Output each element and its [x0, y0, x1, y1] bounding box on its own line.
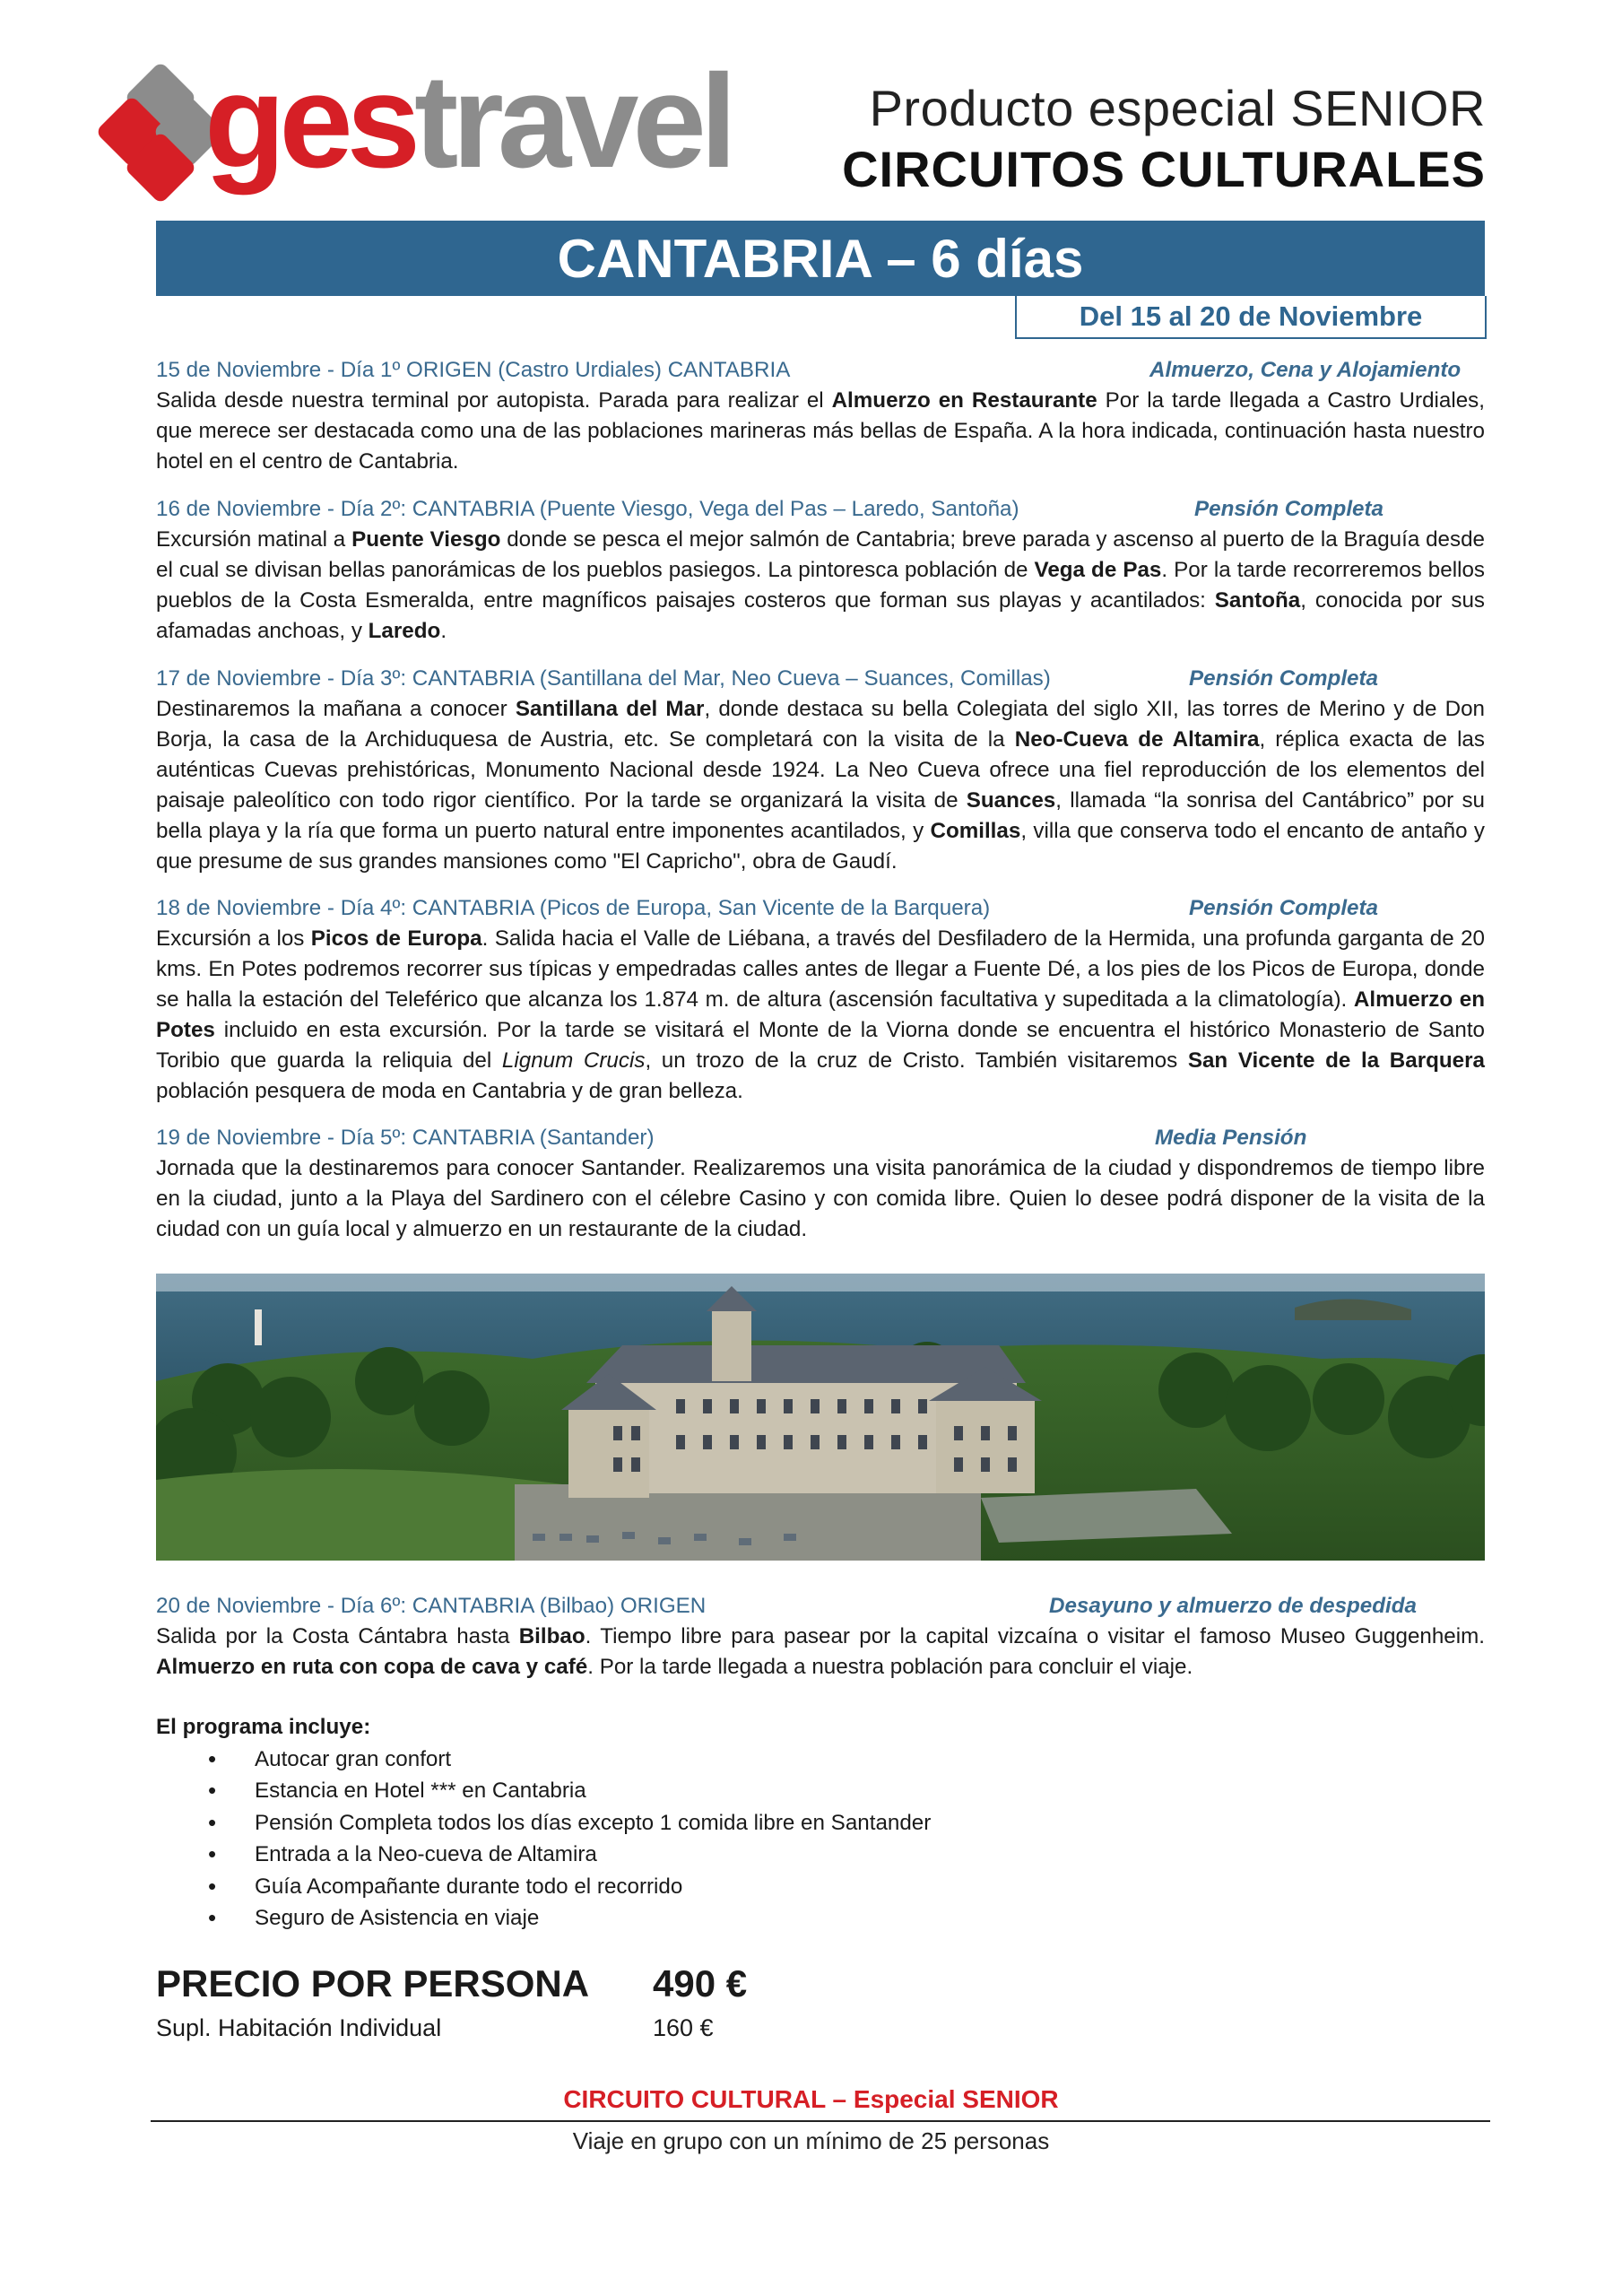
header-line2: CIRCUITOS CULTURALES [842, 141, 1486, 197]
list-item: • Autocar gran confort [156, 1744, 931, 1776]
header-titles [842, 79, 1486, 201]
bold-text: Santoña [1214, 588, 1301, 613]
logo-ges: ges [204, 48, 415, 196]
title-banner [156, 221, 1485, 296]
day-meals: Pensión Completa [1189, 666, 1379, 691]
bold-text: Picos de Europa [310, 926, 482, 951]
day-section [156, 1591, 1485, 1683]
list-item: • Pensión Completa todos los días excepto 1 comida libre en Santander [156, 1807, 931, 1839]
bold-text: Vega de Pas [1034, 558, 1162, 582]
day-section [156, 1123, 1485, 1245]
day-text: Excursión a los Picos de Europa. Salida hacia el Valle de Liébana, a través del Desfiladero de la Hermida, una profunda garganta de 20 kms. En Potes podremos recorrer sus típicas y empedradas calles antes de llegar a Fuente Dé, a los pies de los Picos de Europa, donde se halla la estación del Teleférico que alcanza los 1.874 m. de altura (ascensión facultativa y supeditada a la climatología). Almuerzo en Potes incluido en esta excursión. Por la tarde se visitará el Monte de la Viorna donde se encuentra el histórico Monasterio de Santo Toribio que guarda la reliquia del Lignum Crucis, un trozo de la cruz de Cristo. También visitaremos San Vicente de la Barquera población pesquera de moda en Cantabria y de gran belleza. [156, 926, 1486, 1103]
day-heading [156, 494, 1485, 525]
supplement-value: 160 € [653, 2014, 714, 2041]
tour-dates [1015, 296, 1487, 339]
footer-title: CIRCUITO CULTURAL – Especial SENIOR [563, 2085, 1059, 2113]
price-value: 490 € [653, 1962, 748, 2005]
day-meals: Pensión Completa [1194, 497, 1384, 521]
footer-subtitle: Viaje en grupo con un mínimo de 25 personas [572, 2127, 1050, 2154]
supplement-label: Supl. Habitación Individual [156, 2014, 442, 2041]
day-meals: Almuerzo, Cena y Alojamiento [1149, 358, 1462, 382]
bold-text: Almuerzo en Restaurante [831, 388, 1097, 413]
day-text: Destinaremos la mañana a conocer Santillana del Mar, donde destaca su bella Colegiata del siglo XII, las torres de Merino y de Don Borja, la casa de la Archiduquesa de Austria, etc. Se completará con la visita de la Neo-Cueva de Altamira, réplica exacta de las auténticas Cuevas prehistóricas, Monumento Nacional desde 1924. La Neo Cueva ofrece una fiel reproducción de los elementos del paisaje paleolítico con todo rigor científico. Por la tarde se organizará la visita de Suances, llamada “la sonrisa del Cantábrico” por su bella playa y la ría que forma un puerto natural entre imponentes acantilados, y Comillas, villa que conserva todo el encanto de antaño y que presume de sus grandes mansiones como "El Capricho", obra de Gaudí. [156, 697, 1485, 874]
includes-list [156, 1744, 931, 1935]
day-section [156, 893, 1485, 1107]
program-includes [156, 1711, 931, 1935]
day-text: Jornada que la destinaremos para conocer Santander. Realizaremos una visita panorámica de la ciudad y dispondremos de tiempo libre en la ciudad, junto a la Playa del Sardinero con el célebre Casino y con comida libre. Quien lo desee podrá disponer de la visita de la ciudad con un guía local y almuerzo en un restaurante de la ciudad. [156, 1156, 1485, 1241]
bold-text: Santillana del Mar [515, 697, 705, 721]
list-item: • Estancia en Hotel *** en Cantabria [156, 1775, 931, 1807]
list-item: • Seguro de Asistencia en viaje [156, 1902, 931, 1935]
bold-text: Almuerzo en Potes [156, 987, 1486, 1042]
header-line1: Producto especial SENIOR [869, 80, 1486, 136]
list-item: • Guía Acompañante durante todo el recorrido [156, 1871, 931, 1903]
day-section [156, 494, 1485, 647]
logo-wordmark [204, 50, 731, 194]
bold-text: Laredo [368, 619, 441, 643]
day-meals: Desayuno y almuerzo de despedida [1049, 1594, 1417, 1618]
logo-travel: travel [414, 48, 731, 196]
day-section [156, 664, 1485, 877]
day-heading [156, 355, 1485, 386]
footer-divider [151, 2120, 1490, 2122]
day-heading [156, 1591, 1485, 1622]
day-title: 16 de Noviembre - Día 2º: CANTABRIA (Puente Viesgo, Vega del Pas – Laredo, Santoña) [156, 497, 1019, 521]
day-text: Excursión matinal a Puente Viesgo donde se pesca el mejor salmón de Cantabria; breve parada y ascenso al puerto de la Braguía desde el cual se divisan bellas panorámicas de los pueblos pasiegos. La pintoresca población de Vega de Pas. Por la tarde recorreremos bellos pueblos de la Costa Esmeralda, entre magníficos paisajes costeros que forman sus playas y acantilados: Santoña, conocida por sus afamadas anchoas, y Laredo. [156, 527, 1485, 643]
tour-dates-text: Del 15 al 20 de Noviembre [1079, 300, 1423, 332]
bold-text: Comillas [930, 819, 1021, 843]
bold-text: San Vicente de la Barquera [1187, 1048, 1486, 1073]
day-text: Salida desde nuestra terminal por autopista. Parada para realizar el Almuerzo en Restaurante Por la tarde llegada a Castro Urdiales, que merece ser destacada como una de las poblaciones marineras más bellas de España. A la hora indicada, continuación hasta nuestro hotel en el centro de Cantabria. [156, 388, 1485, 474]
day-heading [156, 893, 1485, 924]
bold-text: Almuerzo en ruta con copa de cava y café [156, 1655, 588, 1679]
bold-text: Suances [966, 788, 1056, 813]
day-heading [156, 664, 1485, 694]
day-meals: Media Pensión [1155, 1126, 1307, 1150]
tour-title: CANTABRIA – 6 días [557, 228, 1084, 289]
day-section [156, 355, 1485, 477]
palace-photo [156, 1274, 1485, 1561]
day-meals: Pensión Completa [1189, 896, 1379, 920]
day-title: 19 de Noviembre - Día 5º: CANTABRIA (Santander) [156, 1126, 655, 1150]
price-label: PRECIO POR PERSONA [156, 1962, 590, 2005]
day-title: 15 de Noviembre - Día 1º ORIGEN (Castro Urdiales) CANTABRIA [156, 358, 791, 382]
includes-title: El programa incluye: [156, 1715, 371, 1739]
day-title: 18 de Noviembre - Día 4º: CANTABRIA (Picos de Europa, San Vicente de la Barquera) [156, 896, 991, 920]
bold-text: Puente Viesgo [351, 527, 501, 552]
gestravel-logo [106, 48, 731, 204]
day-text: Salida por la Costa Cántabra hasta Bilbao. Tiempo libre para pasear por la capital vizcaína o visitar el famoso Museo Guggenheim. Almuerzo en ruta con copa de cava y café. Por la tarde llegada a nuestra población para concluir el viaje. [156, 1624, 1485, 1679]
bold-text: Neo-Cueva de Altamira [1014, 727, 1260, 752]
emphasis-text: Lignum Crucis [501, 1048, 646, 1073]
day-heading [156, 1123, 1485, 1153]
day-title: 20 de Noviembre - Día 6º: CANTABRIA (Bilbao) ORIGEN [156, 1594, 707, 1618]
bold-text: Bilbao [518, 1624, 585, 1648]
list-item: • Entrada a la Neo-cueva de Altamira [156, 1839, 931, 1871]
palace-illustration [156, 1274, 1485, 1561]
day-title: 17 de Noviembre - Día 3º: CANTABRIA (Santillana del Mar, Neo Cueva – Suances, Comillas) [156, 666, 1051, 691]
